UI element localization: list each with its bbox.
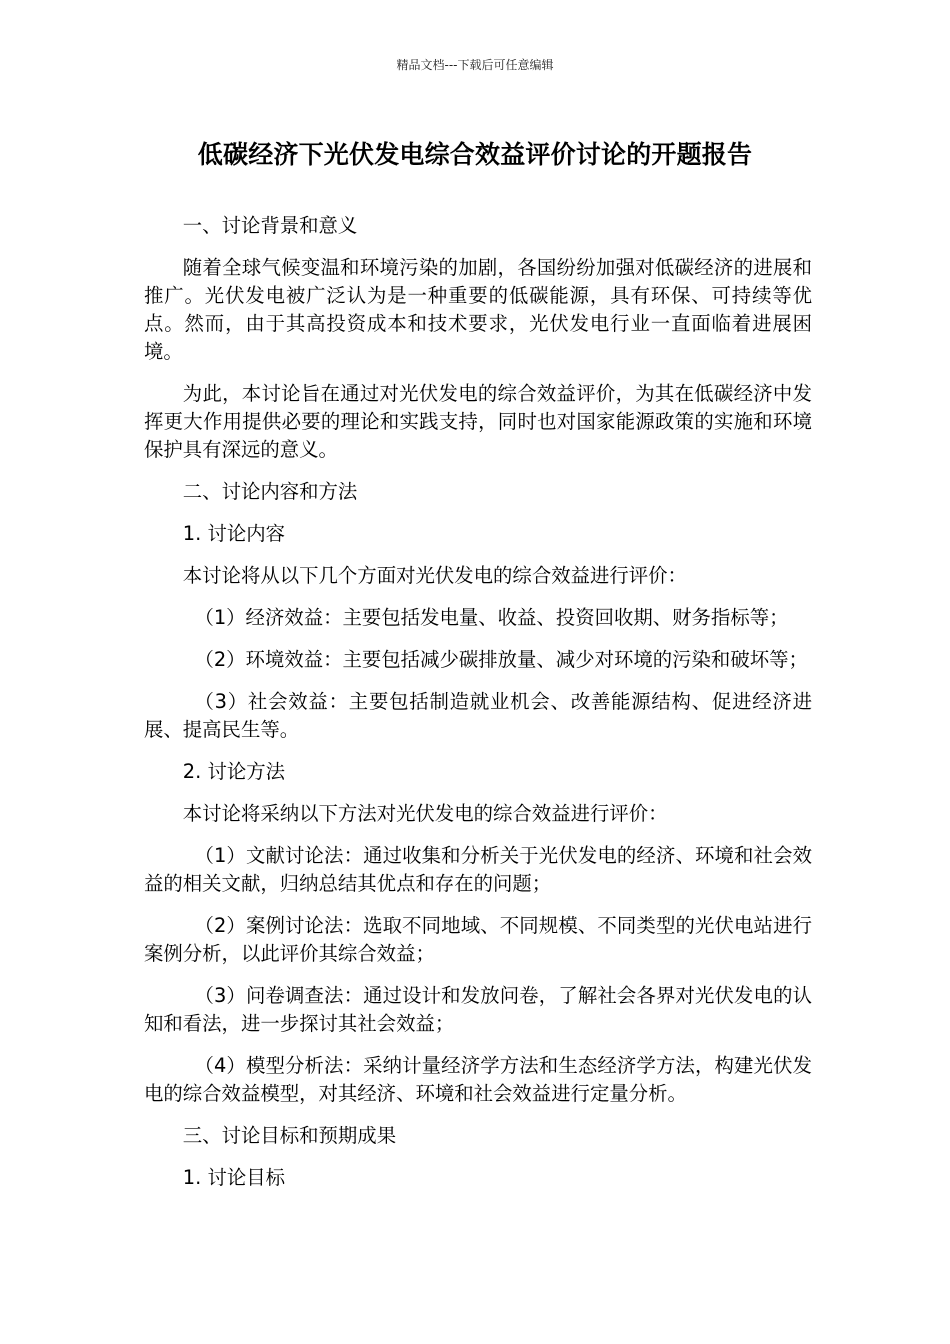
section-heading-3: 三、讨论目标和预期成果 [182,1124,397,1147]
document-title: 低碳经济下光伏发电综合效益评价讨论的开题报告 [197,140,753,169]
page-header: 精品文档---下载后可任意编辑 [396,58,554,72]
subheading-goals: 1. 讨论目标 [182,1166,286,1189]
list-item-literature: （1）文献讨论法：通过收集和分析关于光伏发电的经济、环境和社会效益的相关文献，归纳总结其优点和存在的问题； [144,844,812,895]
section-heading-1: 一、讨论背景和意义 [182,214,358,237]
subheading-content: 1. 讨论内容 [182,522,286,545]
paragraph-methods-intro: 本讨论将采纳以下方法对光伏发电的综合效益进行评价： [182,802,668,825]
paragraph-significance: 为此，本讨论旨在通过对光伏发电的综合效益评价，为其在低碳经济中发挥更大作用提供必要的理论和实践支持，同时也对国家能源政策的实施和环境保护具有深远的意义。 [144,382,812,461]
section-heading-2: 二、讨论内容和方法 [182,480,358,503]
paragraph-background: 随着全球气候变温和环境污染的加剧，各国纷纷加强对低碳经济的进展和推广。光伏发电被广泛认为是一种重要的低碳能源，具有环保、可持续等优点。然而，由于其高投资成本和技术要求，光伏发电行业一直面临着进展困境。 [144,256,812,363]
list-item-case-study: （2）案例讨论法：选取不同地域、不同规模、不同类型的光伏电站进行案例分析，以此评价其综合效益； [144,914,812,965]
list-item-model: （4）模型分析法：采纳计量经济学方法和生态经济学方法，构建光伏发电的综合效益模型，对其经济、环境和社会效益进行定量分析。 [144,1054,812,1105]
list-item-survey: （3）问卷调查法：通过设计和发放问卷，了解社会各界对光伏发电的认知和看法，进一步探讨其社会效益； [144,984,812,1035]
list-item-environmental: （2）环境效益：主要包括减少碳排放量、减少对环境的污染和破坏等； [194,648,808,671]
list-item-social: （3）社会效益：主要包括制造就业机会、改善能源结构、促进经济进展、提高民生等。 [144,690,812,741]
list-item-economic: （1）经济效益：主要包括发电量、收益、投资回收期、财务指标等； [194,606,789,629]
paragraph-content-intro: 本讨论将从以下几个方面对光伏发电的综合效益进行评价： [182,564,687,587]
document-body [144,212,812,1206]
subheading-methods: 2. 讨论方法 [182,760,286,783]
